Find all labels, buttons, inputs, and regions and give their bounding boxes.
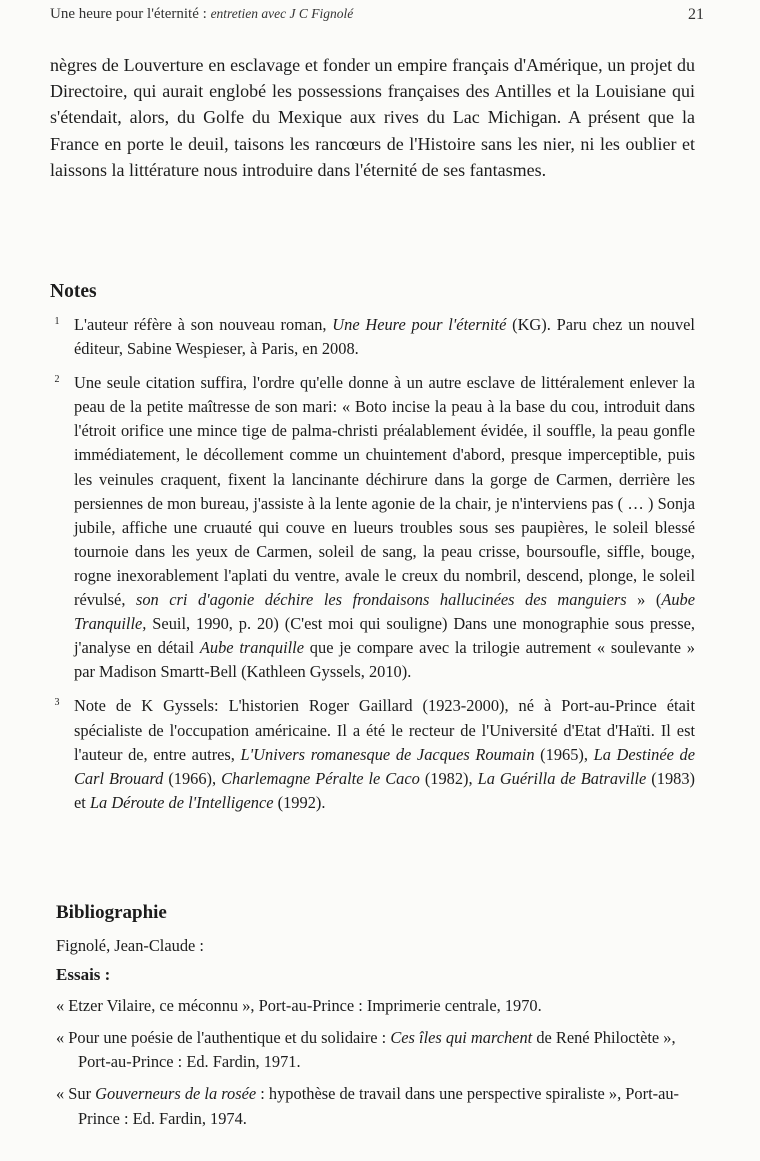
note-number: 2 — [54, 374, 60, 386]
page-number: 21 — [688, 6, 704, 23]
note-text-run: que je compare avec la trilogie autrement « soulevante » par Madison Smartt-Bell (Kathleen Gyssels, 2010). — [74, 638, 695, 682]
note-italic-title: Aube Tranquille, — [74, 590, 695, 634]
note-text-run: » ( — [626, 590, 662, 610]
note-1 — [50, 313, 695, 361]
note-text — [74, 313, 695, 361]
note-text-run: (1965), — [534, 744, 594, 764]
note-text-run: Note de K Gyssels: L'historien Roger Gaillard (1923-2000), né à Port-au-Prince était spécialiste de l'occupation américaine. Il a été le recteur de l'Université d'Etat d'Haïti. Il est l'auteur de, entre autres, — [74, 696, 695, 764]
note-text-run: (1982), — [419, 768, 478, 788]
note-italic-quote: son cri d'agonie déchire les frondaisons hallucinées des manguiers — [135, 590, 627, 610]
note-italic-title: Aube tranquille — [199, 638, 305, 658]
note-italic-title: La Guérilla de Batraville — [477, 768, 647, 788]
note-2 — [50, 371, 695, 684]
note-italic-title: Une Heure pour l'éternité — [332, 315, 507, 334]
note-text-run: Une seule citation suffira, l'ordre qu'elle donne à un autre esclave de littéralement enlever la peau de la petite maîtresse de son mari: « Boto incise la peau à la base du cou, introduit dans l'étroit orifice une mince tige de palma-christi préalablement évidée, il souffle, la peau gonfle immédiatement, le décollement comme un chuintement d'abord, presque imperceptible, puis les veinules craquent, fixent la lancinante déchirure dans la gorge de Carmen, derrière les persiennes de mon bureau, j'assiste à la lente agonie de la chair, je n'interviens pas ( … ) Sonja jubile, affiche une cruauté qui couve en lueurs troubles sous ses paupières, le soleil blessé tournoie dans les yeux de Carmen, soleil de sang, la peau crisse, boursoufle, siffle, bouge, rogne inexorablement l'aplati du ventre, avale le creux du nombril, descend, plonge, le soleil révulsé, — [74, 373, 695, 610]
running-head-title: Une heure pour l'éternité — [50, 6, 199, 22]
bibliography-entry — [56, 1082, 696, 1130]
body-text — [50, 52, 695, 183]
note-text-run: (1966), — [163, 768, 222, 788]
bibliography-author: Fignolé, Jean-Claude : — [56, 936, 204, 955]
note-text-run: Seuil, 1990, p. 20) (C'est moi qui souligne) Dans une monographie sous presse, j'analyse en détail — [74, 614, 695, 658]
entry-text-run: : hypothèse de travail dans une perspective spiraliste », Port-au-Prince : Ed. Fardin, 1974. — [78, 1084, 680, 1128]
note-text — [74, 371, 695, 684]
entry-text-run: « Etzer Vilaire, ce méconnu », Port-au-Prince : Imprimerie centrale, 1970. — [56, 996, 542, 1016]
entry-text-run: « Sur — [56, 1084, 96, 1104]
body-paragraph: nègres de Louverture en esclavage et fonder un empire français d'Amérique, un projet du Directoire, qui aurait englobé les possessions françaises des Antilles et la Louisiane qui s'étendait, alors, du Golfe du Mexique aux rives du Lac Michigan. A présent que la France en porte le deuil, taisons les rancœurs de l'Histoire sans les nier, ni les oublier et laissons la littérature nous introduire dans l'éternité de ses fantasmes. — [50, 55, 695, 180]
note-italic-title: Charlemagne Péralte le Caco — [221, 768, 420, 788]
bibliography-section-label: Essais : — [56, 965, 111, 985]
entry-text-run: « Pour une poésie de l'authentique et du solidaire : — [56, 1028, 391, 1048]
bibliography-list — [56, 934, 696, 1139]
note-italic-title: La Déroute de l'Intelligence — [89, 792, 274, 812]
running-head-subtitle: entretien avec J C Fignolé — [210, 6, 354, 21]
note-text-run: (1992). — [273, 792, 326, 812]
note-text — [74, 694, 695, 814]
note-text-run: L'auteur réfère à son nouveau roman, — [74, 315, 333, 334]
notes-list — [50, 313, 695, 825]
running-head-separator: : — [198, 6, 211, 22]
note-italic-title: L'Univers romanesque de Jacques Roumain — [240, 744, 535, 764]
entry-italic-title: Gouverneurs de la rosée — [95, 1084, 257, 1104]
note-text-run: (KG). Paru chez un nouvel éditeur, Sabine Wespieser, à Paris, en 2008. — [74, 315, 695, 359]
bibliography-entry — [56, 1026, 696, 1074]
bibliography-entry — [56, 994, 696, 1018]
note-number: 3 — [54, 697, 60, 709]
bibliography-heading: Bibliographie — [56, 902, 167, 923]
entry-italic-title: Ces îles qui marchent — [390, 1028, 533, 1048]
note-italic-title: La Destinée de Carl Brouard — [74, 744, 695, 788]
entry-text-run: de René Philoctète », Port-au-Prince : Ed. Fardin, 1971. — [78, 1028, 676, 1072]
running-head — [50, 6, 704, 23]
note-number: 1 — [54, 316, 60, 327]
note-text-run: (1983) et — [74, 768, 695, 812]
notes-heading: Notes — [50, 281, 97, 302]
note-3 — [50, 694, 695, 814]
